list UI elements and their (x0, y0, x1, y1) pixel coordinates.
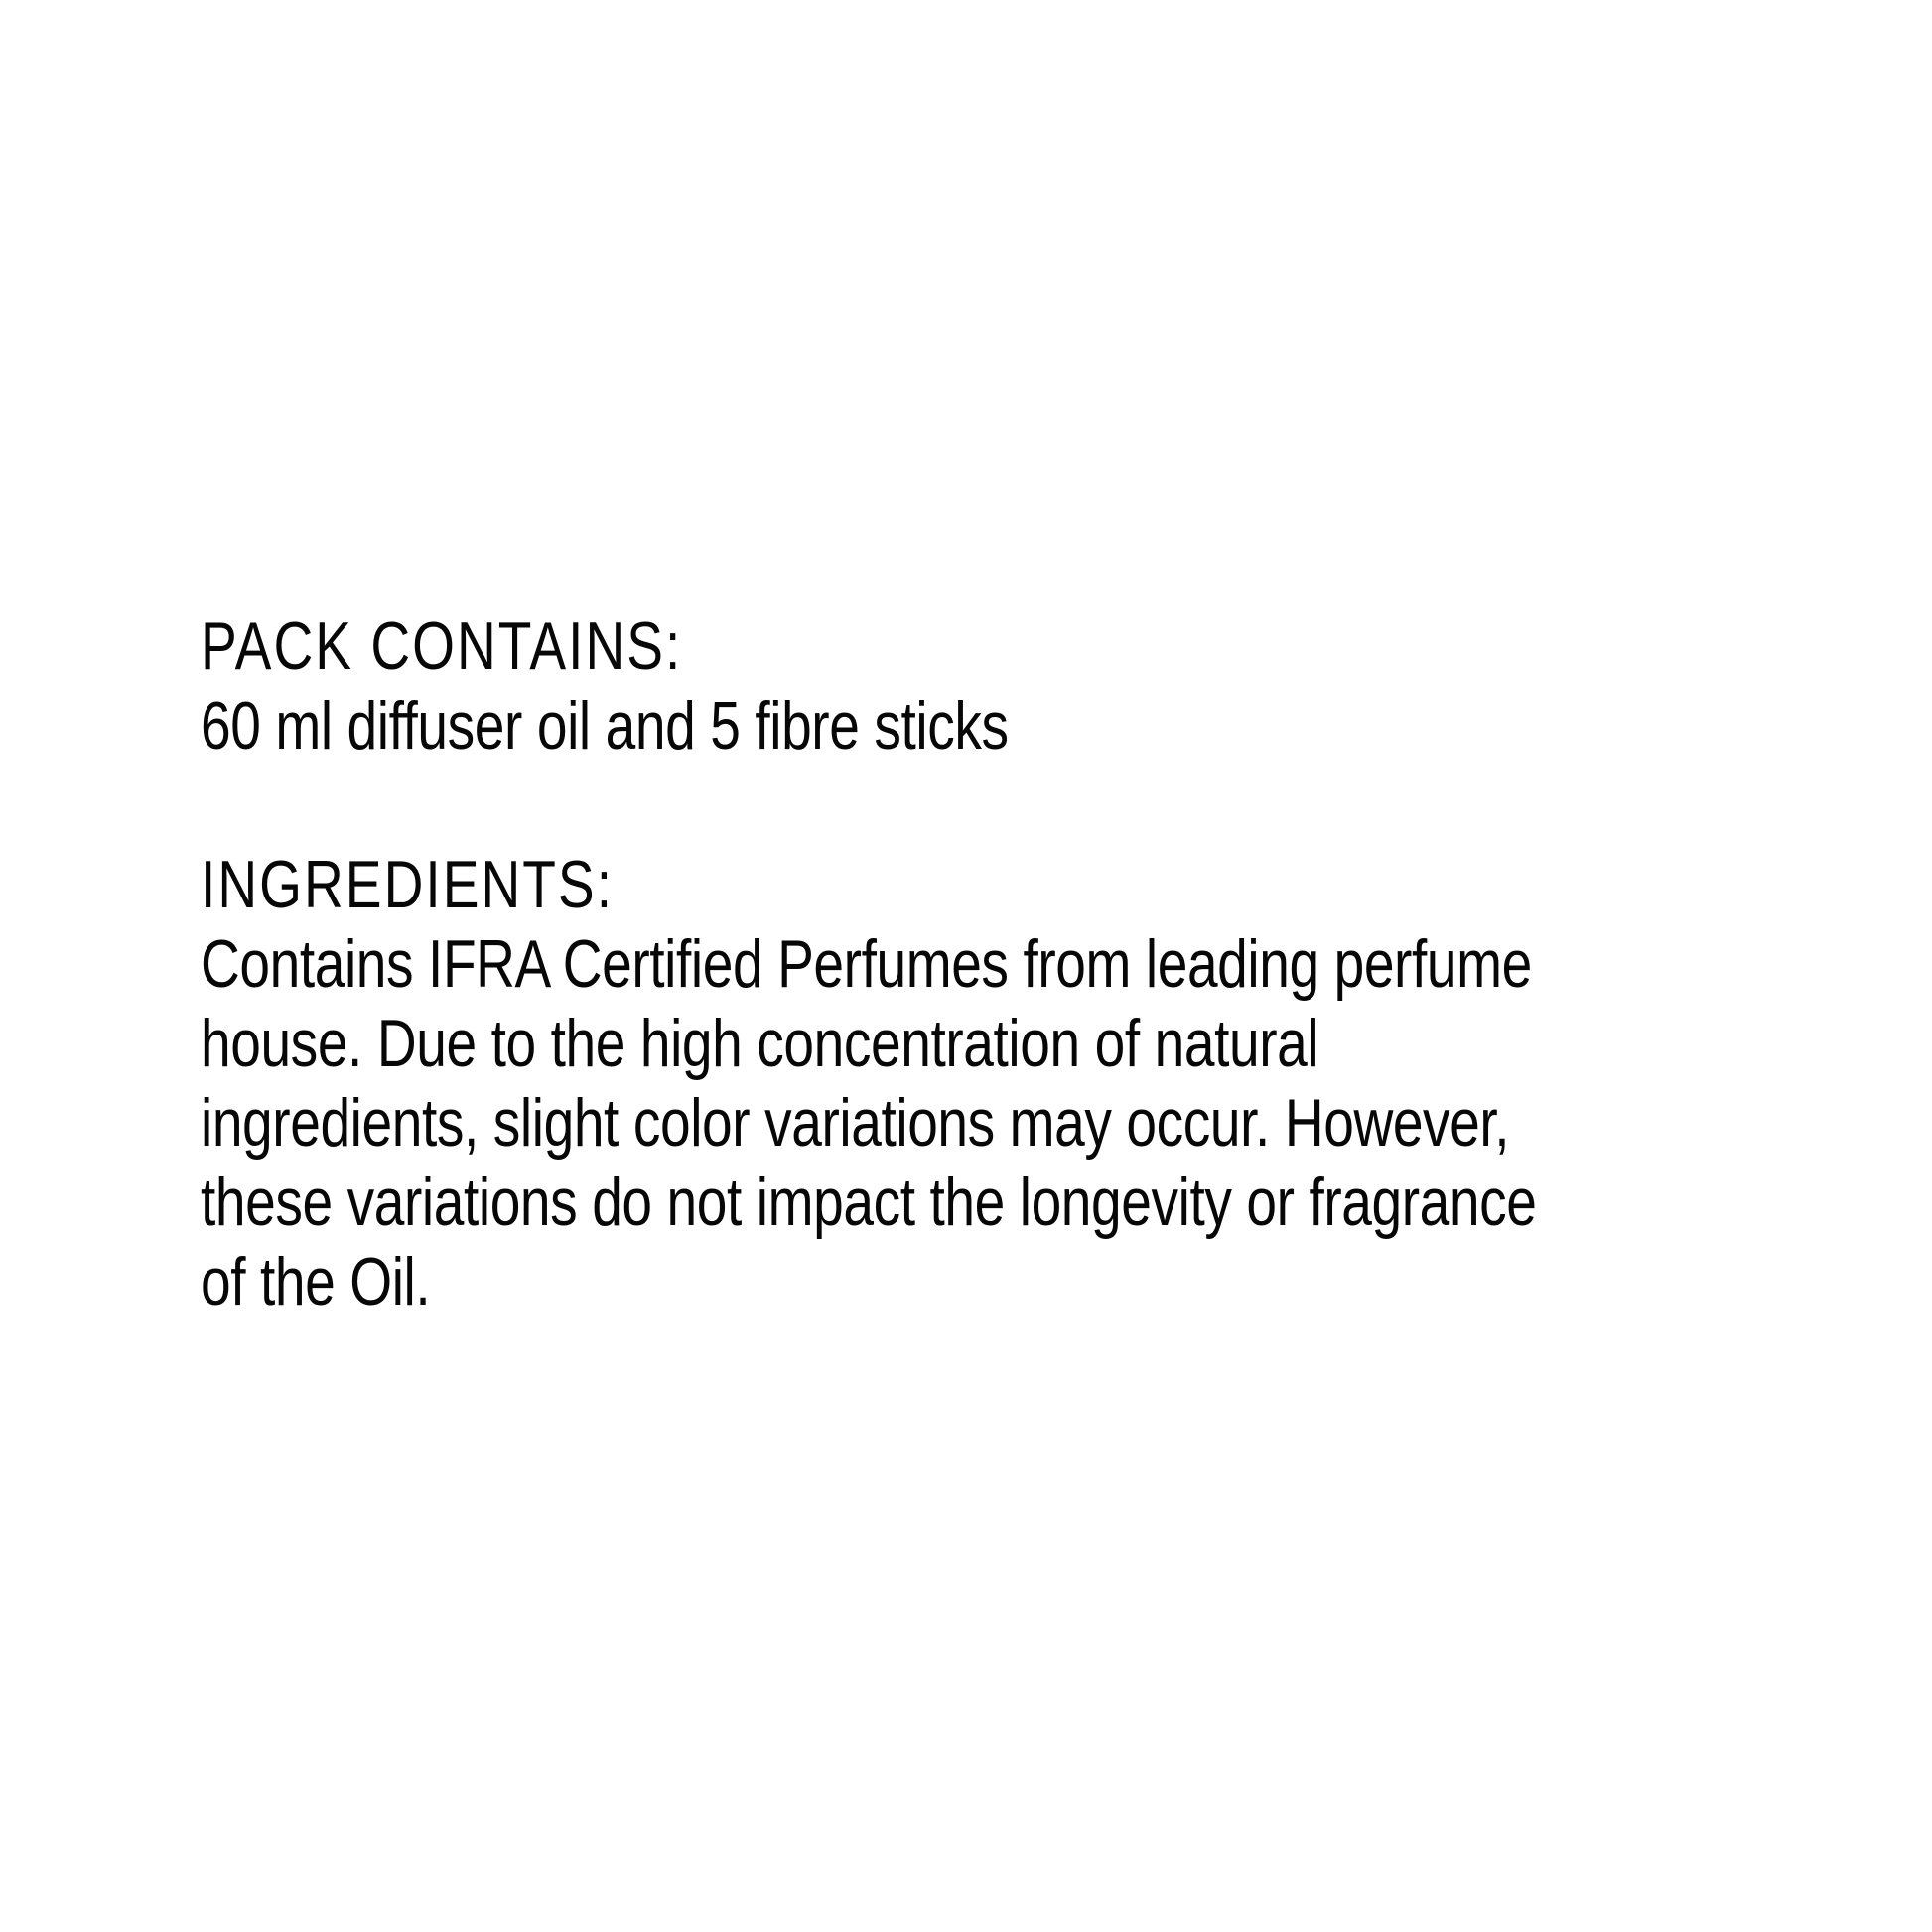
ingredients-line: ingredients, slight color variations may occur. However, (201, 1085, 1510, 1161)
pack-contains-heading: PACK CONTAINS: (201, 609, 683, 684)
ingredients-line: of the Oil. (201, 1244, 431, 1319)
product-description-text (201, 607, 1536, 1321)
pack-contains-section (201, 607, 1536, 765)
ingredients-line: house. Due to the high concentration of natural (201, 1006, 1319, 1081)
ingredients-section (201, 845, 1536, 1321)
ingredients-line: Contains IFRA Certified Perfumes from leading perfume (201, 926, 1532, 1002)
section-spacer (201, 765, 1536, 845)
ingredients-line: these variations do not impact the longevity or fragrance (201, 1165, 1537, 1240)
pack-contains-line: 60 ml diffuser oil and 5 fibre sticks (201, 688, 1009, 763)
ingredients-heading: INGREDIENTS: (201, 847, 615, 922)
